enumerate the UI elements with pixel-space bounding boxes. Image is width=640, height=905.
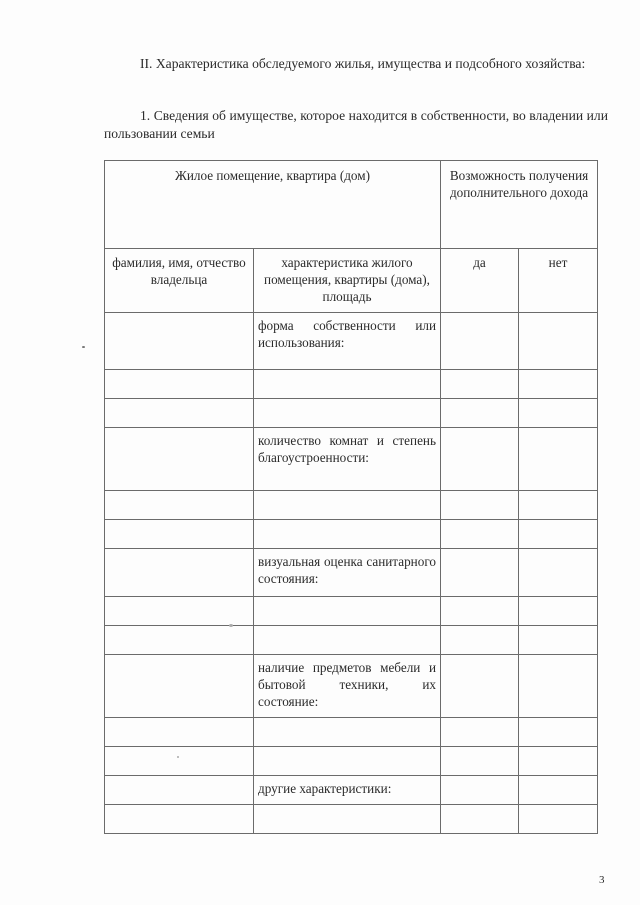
characteristic-cell[interactable]: визуальная оценка санитарного состояния: bbox=[254, 549, 441, 597]
owner-cell[interactable] bbox=[105, 626, 254, 655]
yes-cell[interactable] bbox=[441, 655, 519, 718]
characteristic-cell[interactable] bbox=[254, 718, 441, 747]
header-income: Возможность получения дополнительного дохода bbox=[449, 168, 589, 200]
no-cell[interactable] bbox=[519, 776, 598, 805]
characteristic-cell[interactable] bbox=[254, 370, 441, 399]
characteristic-cell[interactable] bbox=[254, 626, 441, 655]
owner-cell[interactable] bbox=[105, 805, 254, 834]
table-row bbox=[105, 747, 598, 776]
no-cell[interactable] bbox=[519, 491, 598, 520]
table-row bbox=[105, 549, 598, 597]
header-owner: фамилия, имя, отчество владельца bbox=[105, 249, 254, 313]
no-cell[interactable] bbox=[519, 549, 598, 597]
no-cell[interactable] bbox=[519, 747, 598, 776]
characteristic-cell[interactable]: наличие предметов мебели и бытовой техники, их состояние: bbox=[254, 655, 441, 718]
property-table bbox=[104, 160, 598, 834]
scan-speck bbox=[82, 346, 85, 348]
page-number: 3 bbox=[599, 874, 605, 886]
no-cell[interactable] bbox=[519, 626, 598, 655]
owner-cell[interactable] bbox=[105, 428, 254, 491]
yes-cell[interactable] bbox=[441, 805, 519, 834]
characteristic-cell[interactable] bbox=[254, 597, 441, 626]
table-row bbox=[105, 428, 598, 491]
characteristic-cell[interactable] bbox=[254, 747, 441, 776]
yes-cell[interactable] bbox=[441, 747, 519, 776]
header-dwelling: Жилое помещение, квартира (дом) bbox=[175, 168, 371, 183]
scan-speck bbox=[229, 624, 233, 627]
owner-cell[interactable] bbox=[105, 747, 254, 776]
header-characteristics: характеристика жилого помещения, квартиры (дома), площадь bbox=[254, 249, 441, 313]
no-cell[interactable] bbox=[519, 520, 598, 549]
no-cell[interactable] bbox=[519, 718, 598, 747]
yes-cell[interactable] bbox=[441, 626, 519, 655]
owner-cell[interactable] bbox=[105, 520, 254, 549]
yes-cell[interactable] bbox=[441, 313, 519, 370]
yes-cell[interactable] bbox=[441, 370, 519, 399]
section-heading: II. Характеристика обследуемого жилья, имущества и подсобного хозяйства: bbox=[140, 56, 586, 71]
table-row bbox=[105, 399, 598, 428]
no-cell[interactable] bbox=[519, 313, 598, 370]
table-row bbox=[105, 370, 598, 399]
owner-cell[interactable] bbox=[105, 399, 254, 428]
table-row bbox=[105, 776, 598, 805]
table-header-row-main bbox=[105, 161, 598, 249]
owner-cell[interactable] bbox=[105, 370, 254, 399]
yes-cell[interactable] bbox=[441, 718, 519, 747]
yes-cell[interactable] bbox=[441, 520, 519, 549]
header-yes: да bbox=[441, 249, 519, 313]
yes-cell[interactable] bbox=[441, 399, 519, 428]
table-row bbox=[105, 718, 598, 747]
owner-cell[interactable] bbox=[105, 549, 254, 597]
table-row bbox=[105, 313, 598, 370]
no-cell[interactable] bbox=[519, 805, 598, 834]
characteristic-cell[interactable]: форма собственности или использования: bbox=[254, 313, 441, 370]
characteristic-cell[interactable] bbox=[254, 399, 441, 428]
no-cell[interactable] bbox=[519, 399, 598, 428]
no-cell[interactable] bbox=[519, 370, 598, 399]
no-cell[interactable] bbox=[519, 597, 598, 626]
table-row bbox=[105, 626, 598, 655]
table-row bbox=[105, 491, 598, 520]
owner-cell[interactable] bbox=[105, 597, 254, 626]
characteristic-cell[interactable]: другие характеристики: bbox=[254, 776, 441, 805]
characteristic-cell[interactable] bbox=[254, 805, 441, 834]
yes-cell[interactable] bbox=[441, 776, 519, 805]
characteristic-cell[interactable] bbox=[254, 520, 441, 549]
characteristic-cell[interactable] bbox=[254, 491, 441, 520]
table-row bbox=[105, 655, 598, 718]
owner-cell[interactable] bbox=[105, 718, 254, 747]
characteristic-cell[interactable]: количество комнат и степень благоустроенности: bbox=[254, 428, 441, 491]
yes-cell[interactable] bbox=[441, 491, 519, 520]
header-dwelling-cell bbox=[105, 161, 441, 249]
no-cell[interactable] bbox=[519, 428, 598, 491]
table-row bbox=[105, 805, 598, 834]
owner-cell[interactable] bbox=[105, 776, 254, 805]
owner-cell[interactable] bbox=[105, 313, 254, 370]
header-income-cell bbox=[441, 161, 598, 249]
yes-cell[interactable] bbox=[441, 428, 519, 491]
owner-cell[interactable] bbox=[105, 655, 254, 718]
table-row bbox=[105, 597, 598, 626]
header-no: нет bbox=[519, 249, 598, 313]
table-header-row-sub bbox=[105, 249, 598, 313]
table-row bbox=[105, 520, 598, 549]
no-cell[interactable] bbox=[519, 655, 598, 718]
scan-speck bbox=[177, 756, 179, 758]
item-heading: 1. Сведения об имуществе, которое находится в собственности, во владении или пользовании семьи bbox=[104, 108, 608, 141]
yes-cell[interactable] bbox=[441, 597, 519, 626]
owner-cell[interactable] bbox=[105, 491, 254, 520]
yes-cell[interactable] bbox=[441, 549, 519, 597]
